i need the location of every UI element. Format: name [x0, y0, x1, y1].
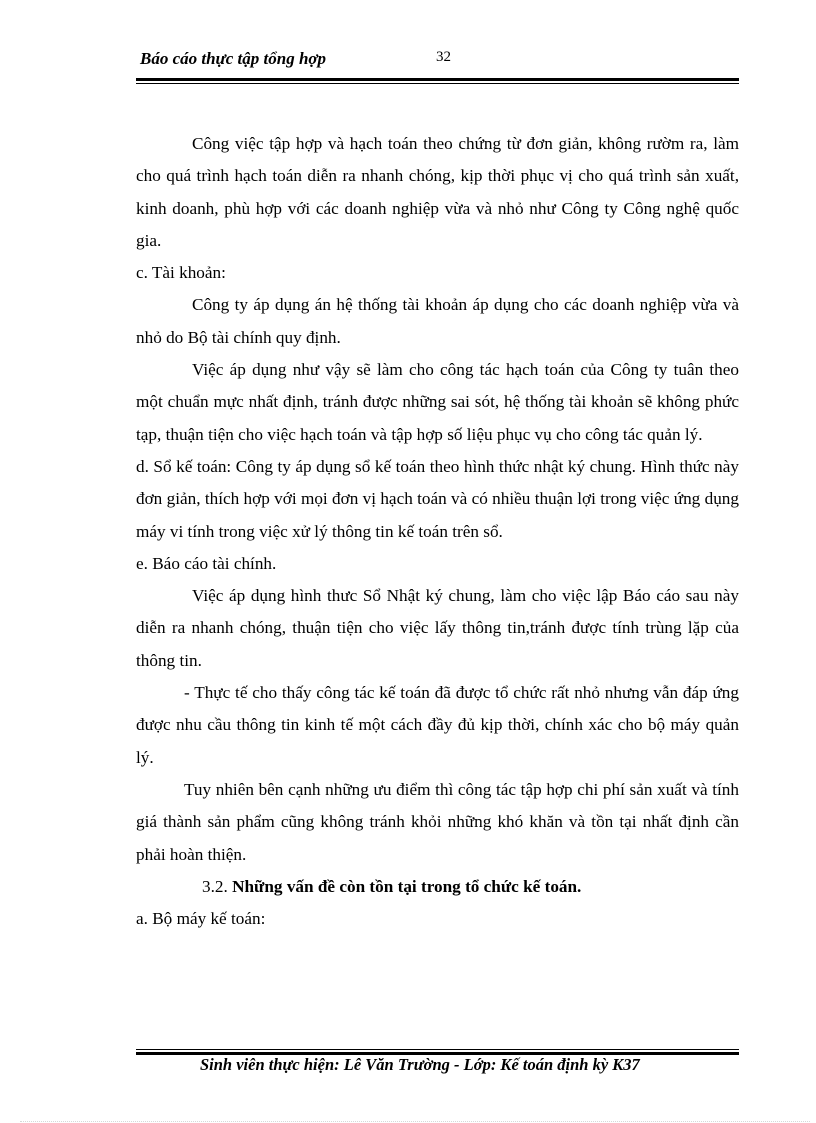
section-label-e: e. Báo cáo tài chính.: [136, 553, 277, 573]
page-number: 32: [436, 49, 451, 65]
page-footer: [136, 1046, 739, 1086]
document-body: [136, 128, 739, 935]
header-rule-thin: [136, 83, 739, 84]
section-label-c: c. Tài khoản:: [136, 263, 226, 283]
page-edge: [20, 1121, 810, 1122]
paragraph: Việc áp dụng như vậy sẽ làm cho công tác hạch toán của Công ty tuân theo một chuẩn mực nhất định, tránh được những sai sót, hệ thống tài khoản sẽ không phức tạp, thuận tiện cho việc hạch toán và tập hợp số liệu phục vụ cho công tác quản lý.: [136, 360, 739, 444]
section-paragraph-d: d. Sổ kế toán: Công ty áp dụng sổ kế toán theo hình thức nhật ký chung. Hình thức này đơn giản, thích hợp với mọi đơn vị hạch toán và có nhiều thuận lợi trong việc ứng dụng máy vi tính trong việc xử lý thông tin kế toán trên sổ.: [136, 456, 739, 541]
footer-rule-thin: [136, 1049, 739, 1050]
paragraph: Công ty áp dụng án hệ thống tài khoản áp dụng cho các doanh nghiệp vừa và nhỏ do Bộ tài chính quy định.: [136, 295, 739, 347]
section-number: 3.2.: [202, 876, 233, 896]
header-rule-thick: [136, 78, 739, 81]
report-title: Báo cáo thực tập tổng hợp: [140, 49, 327, 68]
section-heading-3-2: [136, 871, 739, 903]
paragraph: Tuy nhiên bên cạnh những ưu điểm thì công tác tập hợp chi phí sản xuất và tính giá thành sản phẩm cũng không tránh khỏi những khó khăn và tồn tại nhất định cần phải hoàn thiện.: [136, 779, 739, 864]
section-heading-text: Những vấn đề còn tồn tại trong tổ chức kế toán.: [232, 876, 582, 896]
footer-author: Sinh viên thực hiện: Lê Văn Trường - Lớp: Kế toán định kỳ K37: [200, 1055, 640, 1074]
paragraph: Công việc tập hợp và hạch toán theo chứng từ đơn giản, không rườm ra, làm cho quá trình hạch toán diễn ra nhanh chóng, kịp thời phục vị cho quá trình sản xuất, kinh doanh, phù hợp với các doanh nghiệp vừa và nhỏ như Công ty Công nghệ quốc gia.: [136, 134, 739, 250]
section-label-a: a. Bộ máy kế toán:: [136, 909, 266, 929]
page-header: [136, 44, 739, 84]
paragraph: - Thực tế cho thấy công tác kế toán đã được tổ chức rất nhỏ nhưng vẫn đáp ứng được nhu cầu thông tin kinh tế một cách đầy đủ kịp thời, chính xác cho bộ máy quản lý.: [136, 683, 739, 767]
paragraph: Việc áp dụng hình thưc Sổ Nhật ký chung, làm cho việc lập Báo cáo sau này diễn ra nhanh chóng, thuận tiện cho việc lấy thông tin,tránh được tính trùng lặp của thông tin.: [136, 586, 739, 670]
